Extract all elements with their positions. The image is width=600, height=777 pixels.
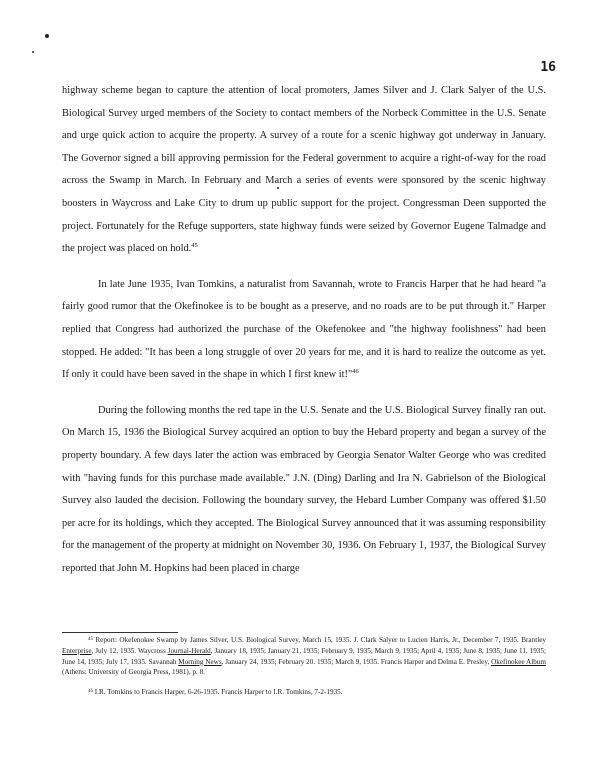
footnote-mark: 45 [88,637,93,642]
paragraph [62,274,546,387]
footnote-text: , July 12, 1935. Waycross [91,646,168,655]
footnotes [62,635,546,698]
footnote [62,687,546,698]
footnote-mark: 46 [88,689,93,695]
scan-speck [45,34,49,38]
publication-title: Enterprise [62,646,92,655]
footnote-ref: 46 [352,368,359,376]
paragraph [62,80,546,261]
footnote-ref: 45 [191,242,198,250]
publication-title: Morning News [178,657,222,666]
paragraph-text: In late June 1935, Ivan Tomkins, a naturalist from Savannah, wrote to Francis Harper that he had heard "a fairly good rumor that the Okefinokee is to be bought as a preserve, and no roads are to be put through it." Harper replied that Congress had authorized the purchase of the Okefenokee and "the highway foolishness" had been stopped. He added: "It has been a long struggle of over 20 years for me, and it is hard to realize the outcome as yet. If only it could have been saved in the shape in which I first knew it!" [62,278,546,381]
footnote-text: (Athens: University of Georgia Press, 1981), p. 8. [62,668,205,677]
footnote-text: , January 24, 1935; February 20. 1935; March 9, 1935. Francis Harper and Delma E. Presley, [221,657,492,666]
publication-title: Journal-Herald [167,646,211,655]
paragraph [62,400,546,581]
footnote-text: , January 18, 1935; January 21, 1935; February 9, 1935; March 9, 1935; April 4, 1935; June 8, 1935; June 11, 1935; June 14, 1935; July 17, 1935. Savannah [62,646,546,666]
footnote-divider [62,632,178,633]
publication-title: Okefinokee Album [491,657,546,666]
body-text [62,80,546,580]
footnote-text: I.R. Tomkins to Francis Harper, 6-26-1935. Francis Harper to I.R. Tomkins, 7-2-1935. [93,688,343,697]
scan-speck [32,51,34,53]
page-number: 16 [540,60,556,75]
footnote [62,635,546,678]
footnote-text: Report: Okefenokee Swamp by James Silver, U.S. Biological Survey, March 15, 1935. J. Clark Salyer to Lucien Harris, Jr., December 7, 1935. Brantley [93,636,546,644]
paragraph-text: highway scheme began to capture the attention of local promoters, James Silver and J. Clark Salyer of the U.S. Biological Survey urged members of the Society to contact members of the Norbeck Committee in the U.S. Senate and urge quick action to acquire the property. A survey of a route for a scenic highway got underway in January. The Governor signed a bill approving permission for the Federal government to acquire a right-of-way for the road across the Swamp in March. In February and March a series of events were sponsored by the scenic highway boosters in Waycross and Lake City to drum up public support for the project. Congressman Deen supported the project. Fortunately for the Refuge supporters, state highway funds were seized by Governor Eugene Talmadge and the project was placed on hold. [62,85,546,255]
paragraph-text: During the following months the red tape in the U.S. Senate and the U.S. Biological Survey finally ran out. On March 15, 1936 the Biological Survey acquired an option to buy the Hebard property and began a survey of the property boundary. A few days later the action was embraced by Georgia Senator Walter George who was credited with "having funds for this purchase made available." J.N. (Ding) Darling and Ira N. Gabrielson of the Biological Survey also lauded the decision. Following the boundary survey, the Hebard Lumber Company was offered $1.50 per acre for its holdings, which they accepted. The Biological Survey announced that it was assuming responsibility for the management of the property at midnight on November 30, 1936. On February 1, 1937, the Biological Survey reported that John M. Hopkins had been placed in charge [62,404,546,574]
